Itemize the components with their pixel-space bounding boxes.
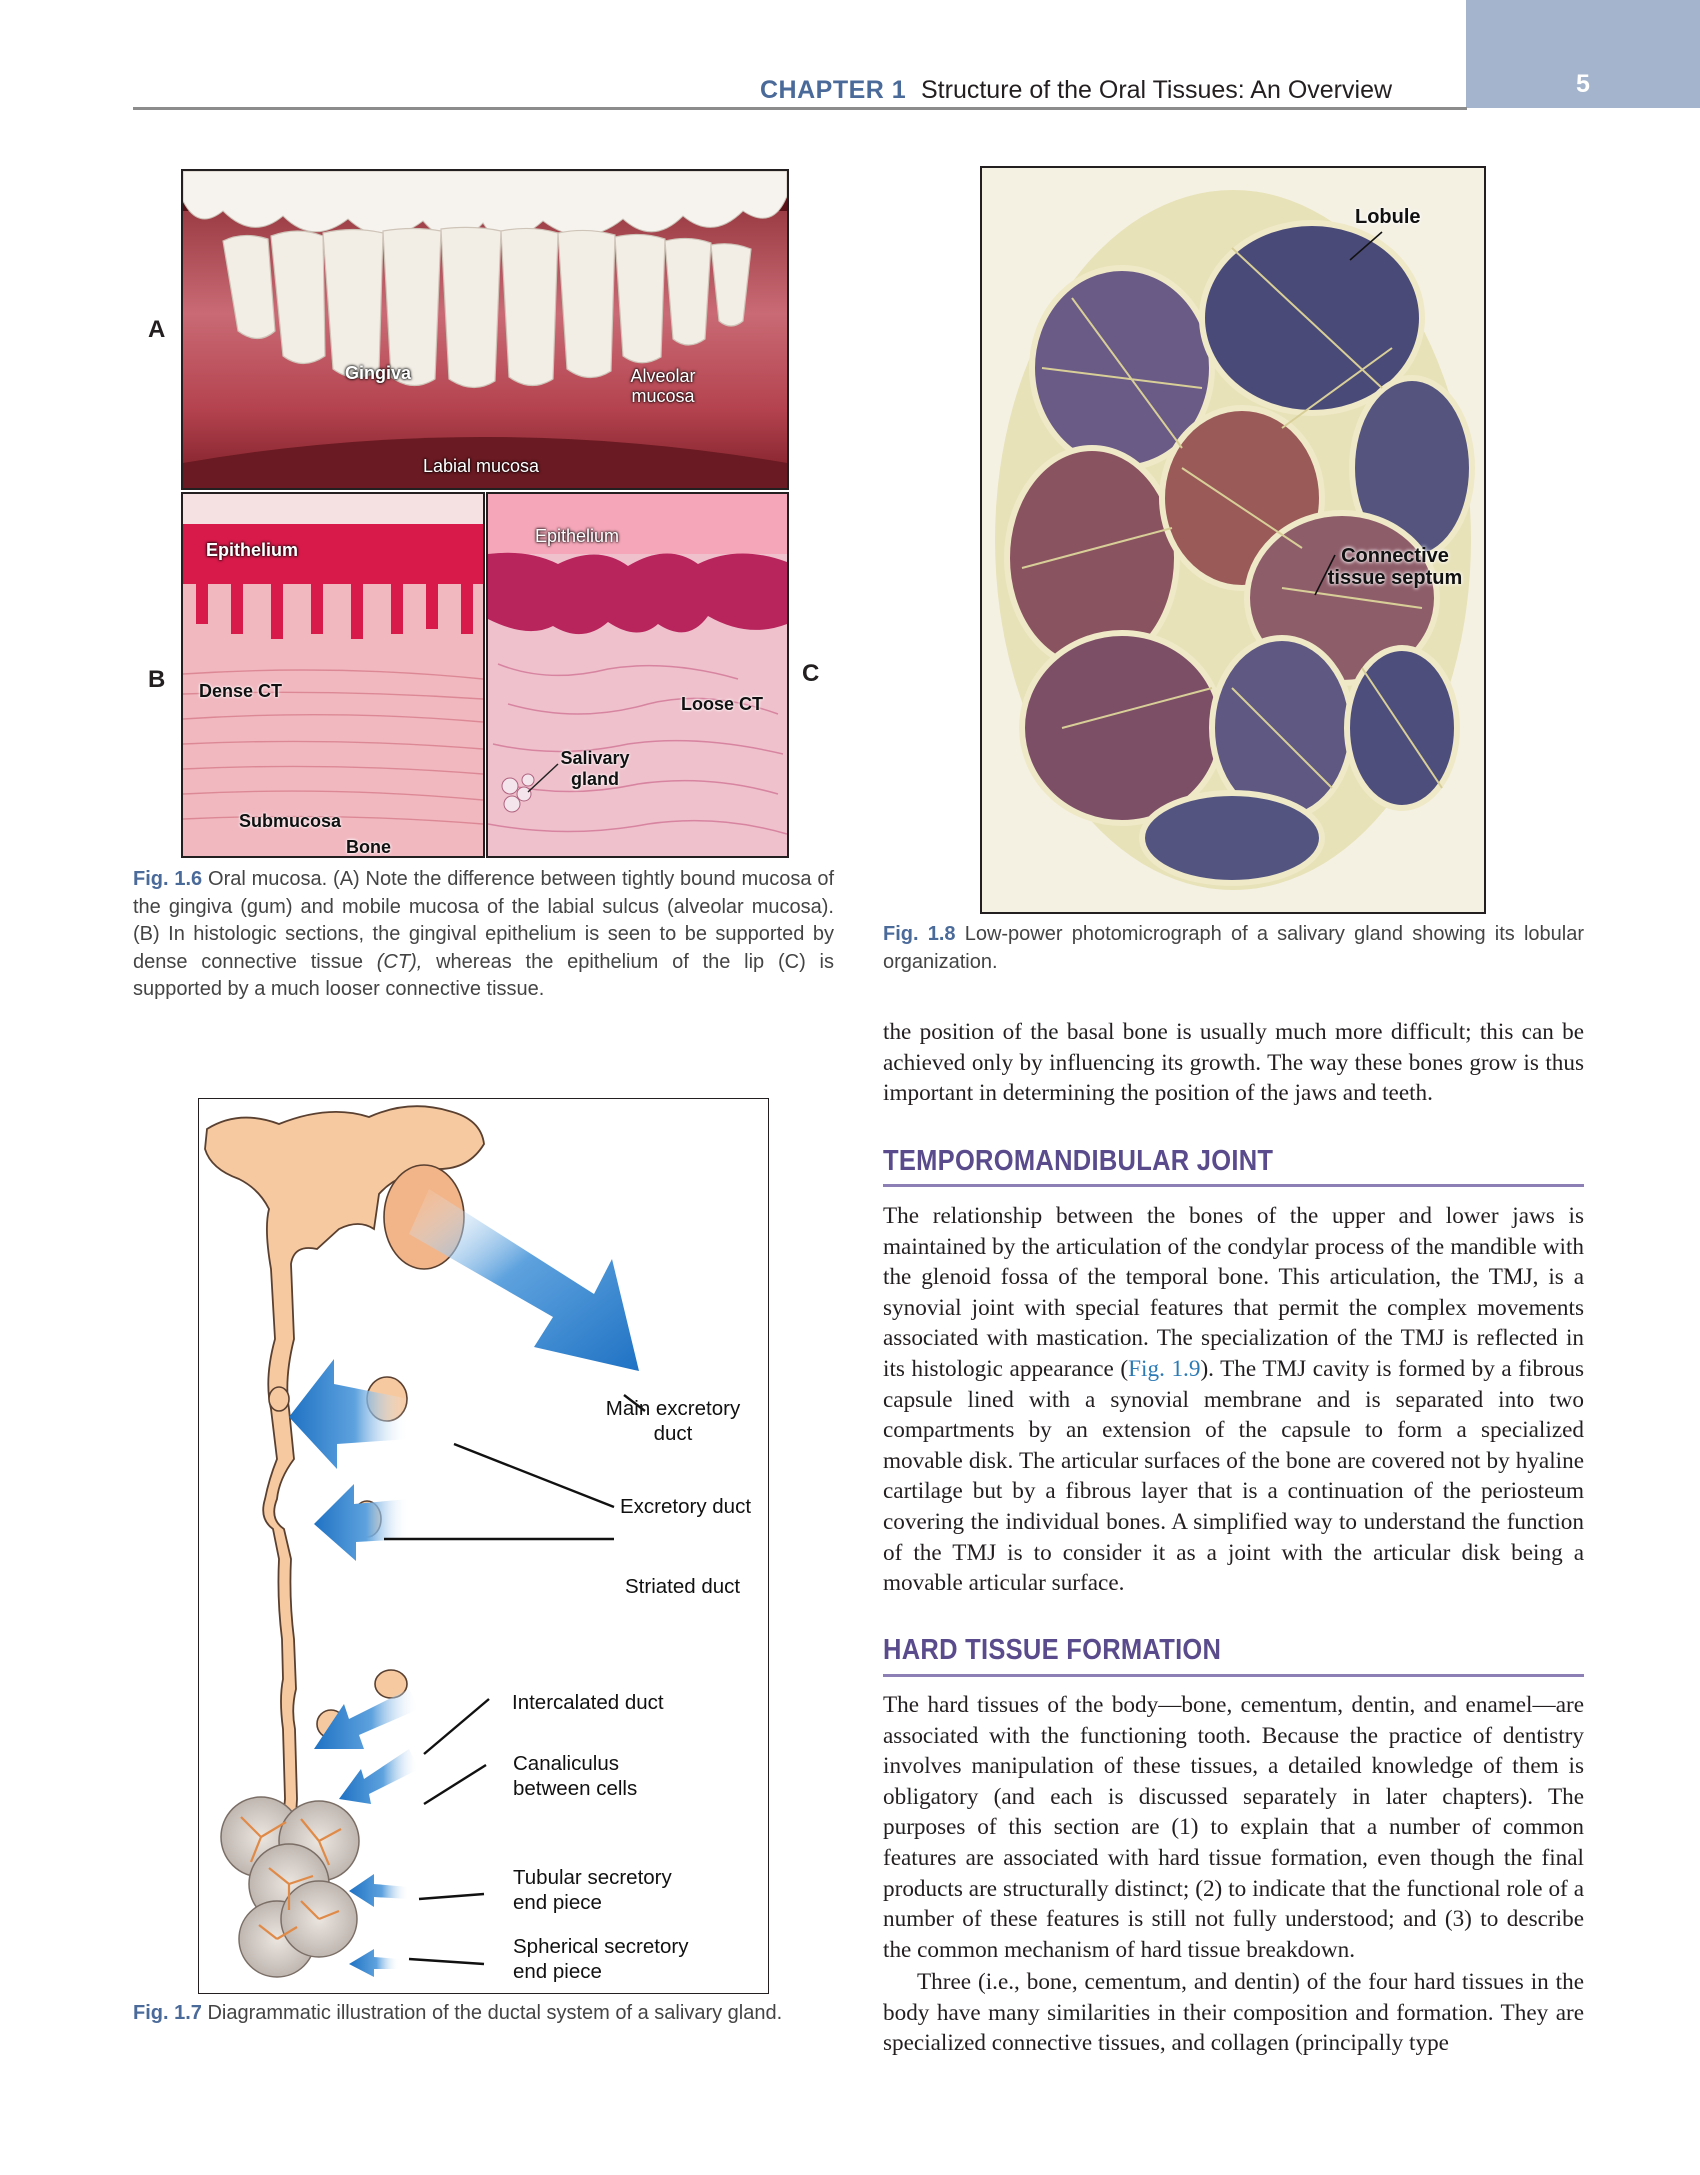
- hard-tissue-paragraph-1: The hard tissues of the body—bone, cementum, dentin, and enamel—are associated with the functioning tooth. Because the practice of dentistry involves manipulation of these tissues, a detailed knowledge of them is obligatory (and each is discussed separately in later chapters). The purposes of this section are (1) to explain that a number of common features are associated with hard tissue formation, even though the final products are structurally distinct; (2) to indicate that the functional role of a number of these features is still not fully understood; and (3) to describe the common mechanism of hard tissue breakdown.: [883, 1692, 1584, 1963]
- label-loose-ct: Loose CT: [681, 694, 764, 714]
- label-bone: Bone: [346, 837, 391, 857]
- label-submucosa: Submucosa: [239, 811, 342, 831]
- label-labial-mucosa: Labial mucosa: [423, 456, 540, 476]
- label-main-excretory-duct: Main excretory duct: [605, 1397, 741, 1445]
- label-epithelium-b: Epithelium: [206, 540, 299, 560]
- label-canaliculus: Canaliculus between cells: [513, 1752, 638, 1800]
- fig-1-6-caption-italic: (CT),: [376, 950, 423, 973]
- intro-paragraph: the position of the basal bone is usually much more difficult; this can be achieved only by influencing its growth. The way these bones grow is thus important in determining the position of the jaws and teeth.: [883, 1019, 1584, 1107]
- fig-1-6-caption: [133, 866, 834, 1004]
- fig-1-6-caption-text-1: Oral mucosa. (A) Note the difference between tightly bound mucosa of the gingiva (gum) and mobile mucosa of the labial sulcus (alveolar mucosa). (B) In histologic sections, the gingival epithelium is seen to be supported by dense connective tissue: [133, 868, 835, 973]
- fig-1-8-leader-lines: [1280, 220, 1400, 620]
- header-rule: [133, 107, 1467, 110]
- chapter-label: CHAPTER 1: [760, 76, 907, 104]
- fig-1-7-diagram: [198, 1098, 769, 1994]
- tmj-paragraph: [883, 1201, 1584, 1599]
- label-connective-tissue-septum: Connective tissue septum: [1327, 545, 1463, 589]
- label-epithelium-c: Epithelium: [535, 526, 620, 546]
- label-alveolar-mucosa: Alveolar mucosa: [630, 366, 696, 406]
- label-striated-duct: Striated duct: [625, 1575, 741, 1598]
- tmj-paragraph-part-1: The relationship between the bones of the upper and lower jaws is maintained by the articulation of the condylar process of the mandible with the glenoid fossa of the temporal bone. This articulation, the TMJ, is a synovial joint with special features that permit the complex movements associated with mastication. The specialization of the TMJ is reflected in its histologic appearance (: [883, 1203, 1584, 1382]
- fig-1-6-caption-text-2: whereas the epithelium of the lip (C) is supported by a much looser connective tissue.: [133, 950, 834, 1000]
- fig-1-6-caption-label: Fig. 1.6: [133, 868, 203, 890]
- fig-1-6-panel-c-photo: [486, 492, 789, 858]
- fig-1-8-caption-text: Low-power photomicrograph of a salivary gland showing its lobular organization.: [883, 923, 1584, 973]
- tmj-heading: TEMPOROMANDIBULAR JOINT: [883, 1145, 1274, 1177]
- fig-1-8-caption-label: Fig. 1.8: [883, 923, 956, 945]
- tmj-paragraph-part-2: ). The TMJ cavity is formed by a fibrous capsule lined with a synovial membrane and is separated into two compartments by an extension of the capsule to form a specialized movable disk. The articular surfaces of the bone are covered not by hyaline cartilage but by a fibrous layer that is a continuation of the periosteum covering the individual bones. A simplified way to understand the function of the TMJ is to consider it as a joint with the articular disk being a movable articular surface.: [883, 1355, 1584, 1597]
- chapter-title: Structure of the Oral Tissues: An Overview: [921, 76, 1393, 104]
- fig-1-6-panel-b-letter: B: [148, 666, 166, 693]
- fig-1-7-caption: [133, 2000, 834, 2028]
- label-excretory-duct: Excretory duct: [620, 1495, 752, 1518]
- fig-1-9-link[interactable]: Fig. 1.9: [1128, 1355, 1201, 1382]
- label-gingiva: Gingiva: [345, 363, 412, 383]
- label-dense-ct: Dense CT: [199, 681, 283, 701]
- fig-1-7-caption-label: Fig. 1.7: [133, 2002, 202, 2024]
- label-intercalated-duct: Intercalated duct: [512, 1691, 664, 1714]
- fig-1-8-caption: [883, 921, 1584, 976]
- fig-1-6-panel-a-letter: A: [148, 316, 166, 343]
- hard-tissue-paragraph-2: Three (i.e., bone, cementum, and dentin) of the four hard tissues in the body have many similarities in their composition and formation. They are specialized connective tissues, and collagen (principally type: [883, 1969, 1584, 2057]
- page-number: 5: [1576, 70, 1590, 98]
- hard-tissue-heading-rule: [883, 1674, 1584, 1677]
- fig-1-7-caption-text: Diagrammatic illustration of the ductal system of a salivary gland.: [201, 2002, 783, 2024]
- fig-1-6-panel-a-photo: [181, 169, 789, 490]
- label-lobule: Lobule: [1355, 206, 1421, 228]
- fig-1-8-photo: [980, 166, 1486, 914]
- label-tubular-end-piece: Tubular secretory end piece: [513, 1866, 672, 1914]
- label-salivary-gland: Salivary gland: [560, 748, 630, 789]
- label-spherical-end-piece: Spherical secretory end piece: [513, 1935, 689, 1983]
- fig-1-6-panel-c-letter: C: [802, 660, 820, 687]
- tmj-heading-rule: [883, 1184, 1584, 1187]
- hard-tissue-heading: HARD TISSUE FORMATION: [883, 1634, 1222, 1666]
